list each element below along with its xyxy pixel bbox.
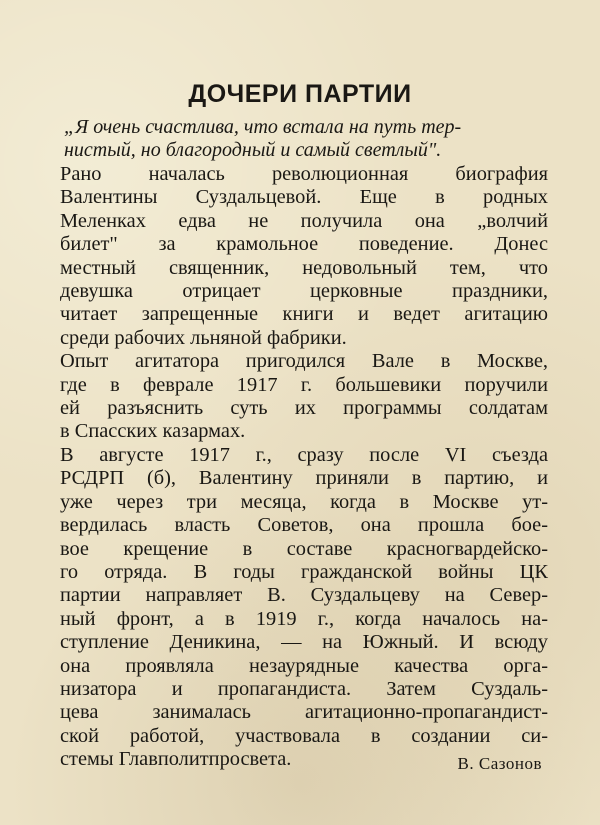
epigraph-line: нистый, но благородный и самый светлый". [64,139,442,161]
body-line: в Спасских казармах. [60,420,246,443]
article-epigraph [64,116,548,162]
body-line: В августе 1917 г., сразу после VI съезда [60,443,548,466]
body-line: низатора и пропагандиста. Затем Суздаль- [60,677,548,700]
newspaper-clipping [50,72,550,792]
body-line: партии направляет В. Суздальцеву на Север- [60,584,548,607]
body-line: местный священник, недовольный тем, что [60,256,548,279]
article-title: ДОЧЕРИ ПАРТИИ [188,80,412,108]
body-line: Опыт агитатора пригодился Вале в Москве, [60,350,548,373]
body-line: ный фронт, а в 1919 г., когда началось на- [60,607,548,630]
body-line: вердилась власть Советов, она прошла бое- [60,514,548,537]
author-signature: В. Сазонов [457,754,542,773]
body-line: ской работой, участвовала в создании си- [60,724,548,747]
body-line: где в феврале 1917 г. большевики поручили [60,373,548,396]
body-line: билет" за крамольное поведение. Донес [60,233,548,256]
body-line: Валентины Суздальцевой. Еще в родных [60,186,548,209]
body-line: вое крещение в составе красногвардейско- [60,537,548,560]
body-line: уже через три месяца, когда в Москве ут- [60,490,548,513]
body-line: ей разъяснить суть их программы солдатам [60,397,548,420]
reverse-side-bleed-through [70,770,400,800]
article-body [60,163,548,772]
body-line: среди рабочих льняной фабрики. [60,326,347,349]
epigraph-line: „Я очень счастлива, что встала на путь тер- [64,116,462,138]
body-line: она проявляла незаурядные качества орга- [60,654,548,677]
body-line: ступление Деникина, — на Южный. И всюду [60,631,548,654]
body-line: девушка отрицает церковные праздники, [60,280,548,303]
body-line: читает запрещенные книги и ведет агитацию [60,303,548,326]
body-line: го отряда. В годы гражданской войны ЦК [60,560,548,583]
body-line: цева занималась агитационно-пропагандист- [60,701,548,724]
body-line: Меленках едва не получила она „волчий [60,209,548,232]
body-line: Рано началась революционная биография [60,163,548,185]
body-line: РСДРП (б), Валентину приняли в партию, и [60,467,548,490]
body-line: стемы Главполитпросвета. [60,748,292,771]
